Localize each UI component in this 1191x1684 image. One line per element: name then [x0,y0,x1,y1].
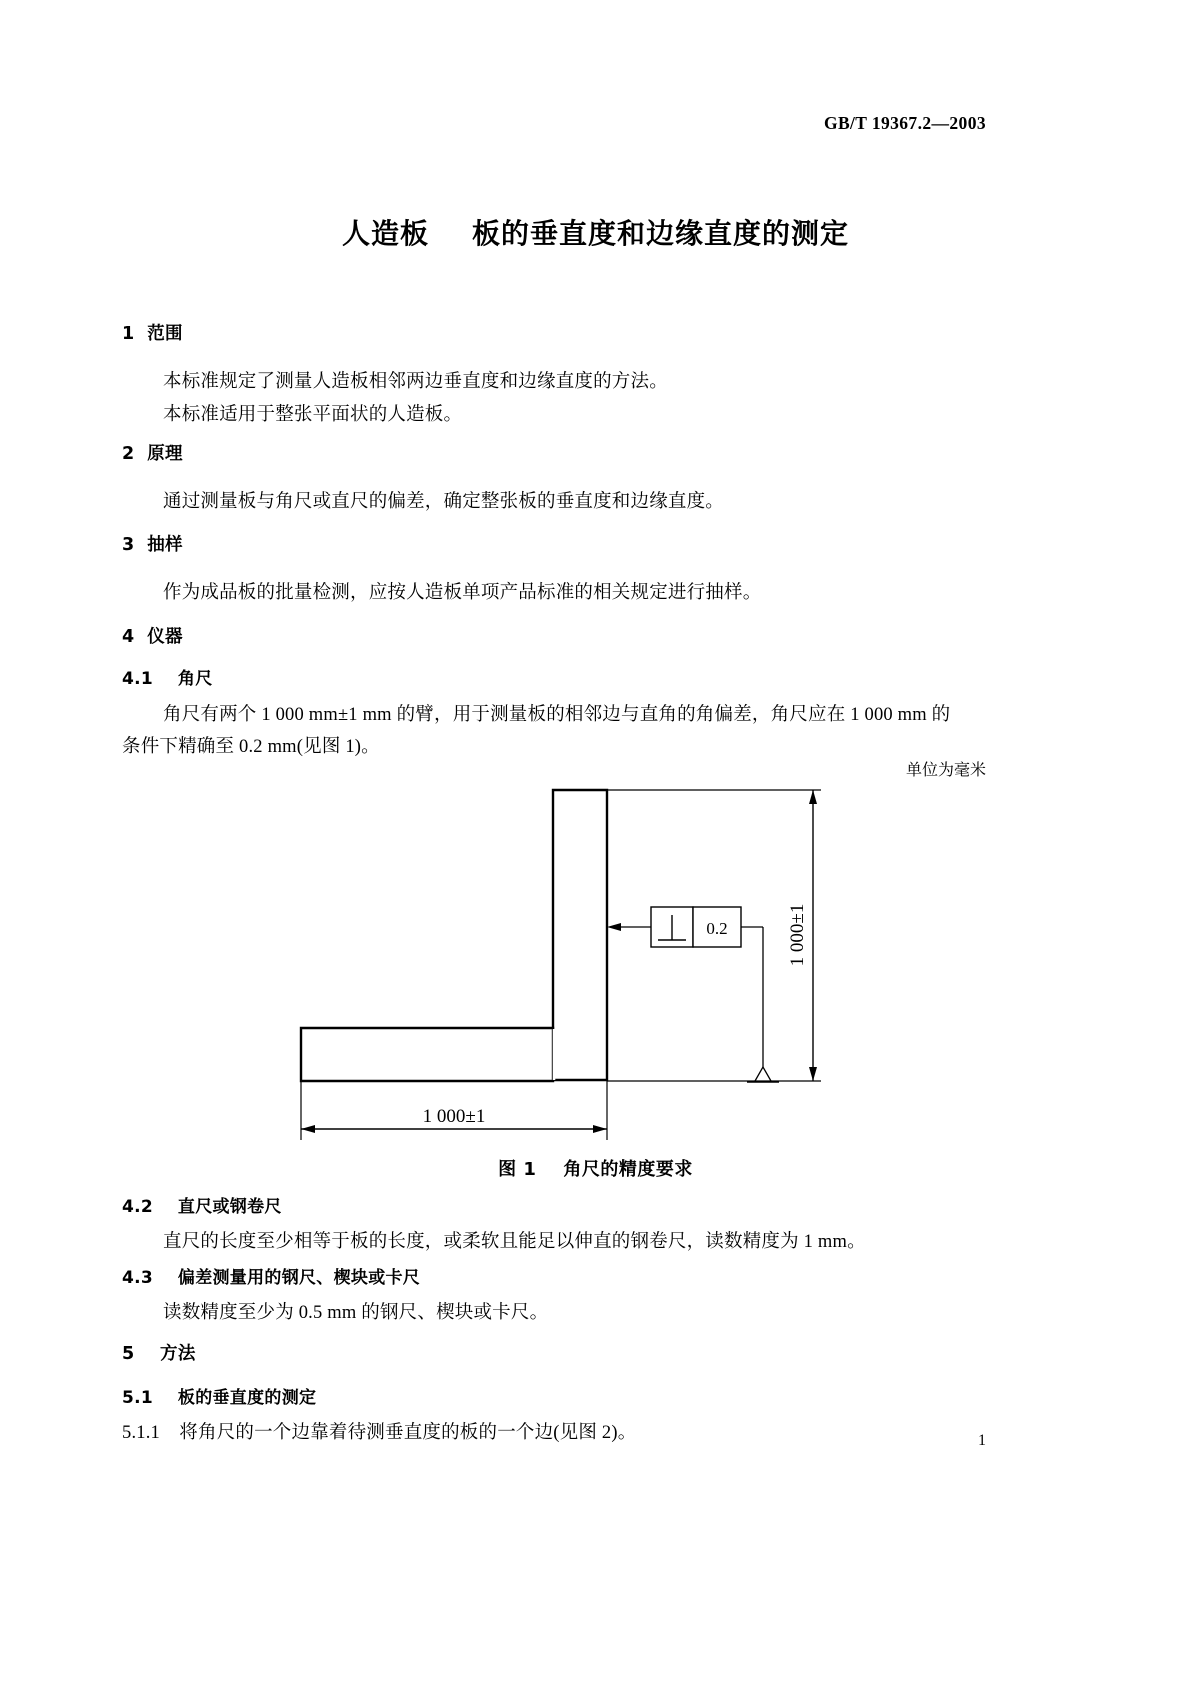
page-number: 1 [978,1432,986,1449]
figure-1-caption: 图 1 角尺的精度要求 [498,1159,693,1180]
subclause-4-1-body-line-2: 条件下精确至 0.2 mm(见图 1)。 [122,737,380,757]
clause-1-paragraph-1: 本标准规定了测量人造板相邻两边垂直度和边缘直度的方法。 [163,372,668,392]
arrow-left [301,1125,315,1133]
figure-units-note: 单位为毫米 [905,762,986,779]
square-horizontal-arm [301,1028,553,1081]
datum-triangle [755,1067,771,1081]
page-title: 人造板 板的垂直度和边缘直度的测定 [342,217,849,250]
clause-3-paragraph-1: 作为成品板的批量检测，应按人造板单项产品标准的相关规定进行抽样。 [163,583,762,603]
subclause-heading-5-1: 5.1 板的垂直度的测定 [122,1388,317,1408]
subclause-heading-4-1: 4.1 角尺 [122,669,213,689]
subclause-heading-4-3: 4.3 偏差测量用的钢尺、楔块或卡尺 [122,1268,421,1288]
square-vertical-arm [553,790,607,1080]
clause-2-paragraph-1: 通过测量板与角尺或直尺的偏差，确定整张板的垂直度和边缘直度。 [163,492,725,512]
subclause-4-1-body-line-1: 角尺有两个 1 000 mm±1 mm 的臂，用于测量板的相邻边与直角的角偏差，角尺应在 1 000 mm 的 [163,705,951,725]
clause-heading-2: 2 原理 [122,444,183,464]
arrow-down [809,1067,817,1081]
subclause-heading-4-2: 4.2 直尺或钢卷尺 [122,1197,282,1217]
clause-heading-3: 3 抽样 [122,535,183,555]
clause-1-paragraph-2: 本标准适用于整张平面状的人造板。 [163,405,463,425]
horizontal-dimension-text: 1 000±1 [422,1106,486,1127]
subclause-4-3-body: 读数精度至少为 0.5 mm 的钢尺、楔块或卡尺。 [163,1303,549,1323]
standard-number-header: GB/T 19367.2—2003 [823,113,986,133]
frame-leader-arrow [607,923,621,931]
arrow-up [809,790,817,804]
subclause-heading-5-1-1: 5.1.1 将角尺的一个边靠着待测垂直度的板的一个边(见图 2)。 [122,1423,637,1443]
figure-1-drawing [115,785,1075,1155]
clause-heading-1: 1 范围 [122,324,183,344]
feature-control-frame [651,907,741,947]
clause-heading-4: 4 仪器 [122,627,183,647]
clause-heading-5: 5 方法 [122,1344,196,1364]
arrow-right [593,1125,607,1133]
subclause-4-2-body: 直尺的长度至少相等于板的长度，或柔软且能足以伸直的钢卷尺，读数精度为 1 mm。 [163,1232,866,1252]
vertical-dimension-text: 1 000±1 [787,903,808,967]
tolerance-value-text: 0.2 [706,919,728,938]
